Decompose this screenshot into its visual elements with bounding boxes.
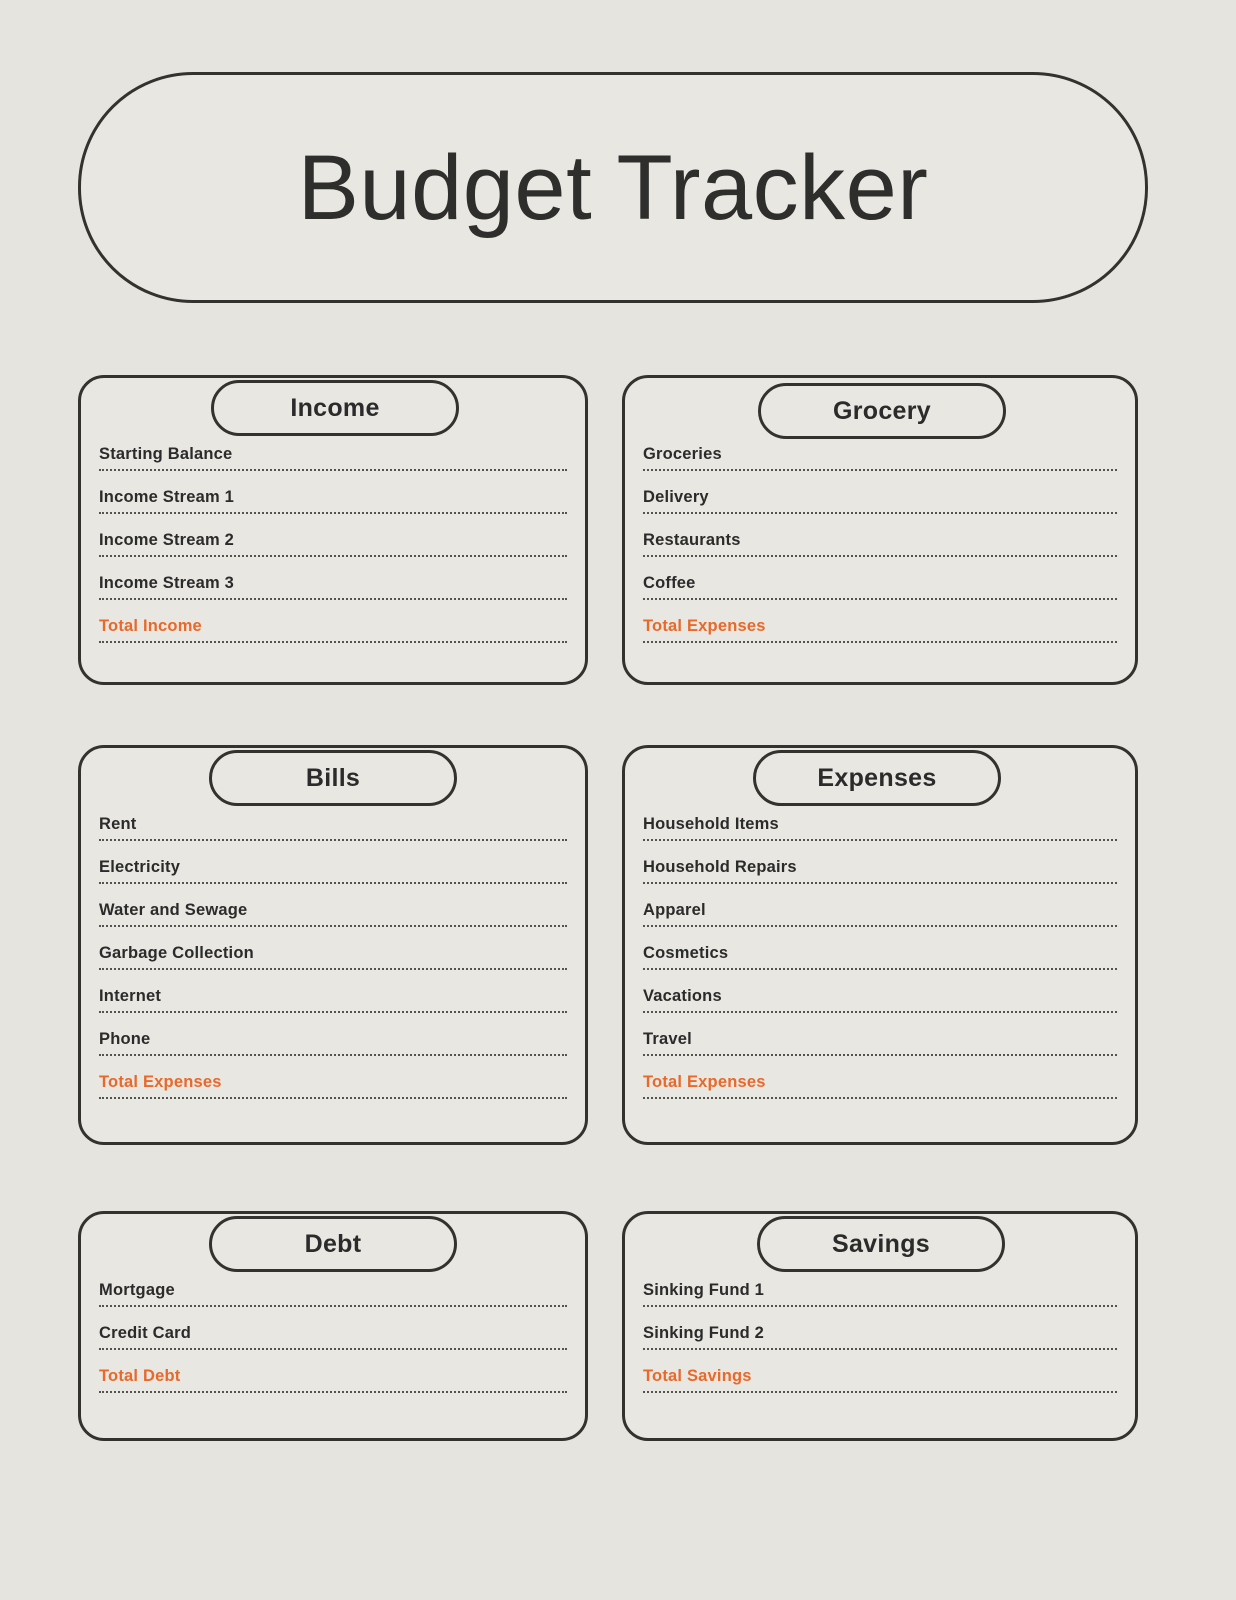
column-spacer bbox=[78, 685, 588, 745]
row-fill-line[interactable] bbox=[99, 1348, 567, 1350]
row-list-bills bbox=[99, 810, 567, 1111]
budget-row[interactable] bbox=[643, 526, 1117, 569]
row-label: Electricity bbox=[99, 858, 181, 876]
row-fill-line[interactable] bbox=[643, 1054, 1117, 1056]
page-title-container bbox=[78, 72, 1148, 303]
row-fill-line[interactable] bbox=[99, 925, 567, 927]
budget-row[interactable] bbox=[643, 853, 1117, 896]
row-fill-line[interactable] bbox=[99, 555, 567, 557]
section-income bbox=[78, 375, 588, 685]
section-header-expenses bbox=[753, 750, 1001, 806]
row-label: Delivery bbox=[643, 488, 709, 506]
row-fill-line[interactable] bbox=[99, 1054, 567, 1056]
budget-row[interactable] bbox=[643, 569, 1117, 612]
budget-row[interactable] bbox=[99, 526, 567, 569]
row-fill-line[interactable] bbox=[99, 839, 567, 841]
row-fill-line[interactable] bbox=[99, 882, 567, 884]
budget-row[interactable] bbox=[643, 896, 1117, 939]
row-label-total: Total Savings bbox=[643, 1367, 752, 1385]
section-grocery bbox=[622, 375, 1138, 685]
section-title-income: Income bbox=[290, 393, 380, 422]
section-debt bbox=[78, 1211, 588, 1441]
row-fill-line[interactable] bbox=[99, 1011, 567, 1013]
row-label-total: Total Expenses bbox=[643, 1073, 766, 1091]
row-label: Income Stream 1 bbox=[99, 488, 235, 506]
row-label: Apparel bbox=[643, 901, 706, 919]
row-label: Groceries bbox=[643, 445, 722, 463]
column-spacer bbox=[622, 1145, 1138, 1211]
row-fill-line[interactable] bbox=[99, 1097, 567, 1099]
row-fill-line[interactable] bbox=[643, 1011, 1117, 1013]
section-header-income bbox=[211, 380, 459, 436]
budget-row[interactable] bbox=[99, 982, 567, 1025]
row-label: Income Stream 3 bbox=[99, 574, 235, 592]
row-label: Phone bbox=[99, 1030, 151, 1048]
row-label: Household Repairs bbox=[643, 858, 797, 876]
budget-row[interactable] bbox=[643, 1276, 1117, 1319]
row-label: Garbage Collection bbox=[99, 944, 254, 962]
budget-row[interactable] bbox=[99, 569, 567, 612]
budget-row[interactable] bbox=[643, 810, 1117, 853]
row-list-debt bbox=[99, 1276, 567, 1405]
budget-row[interactable] bbox=[99, 440, 567, 483]
row-fill-line[interactable] bbox=[643, 598, 1117, 600]
row-label: Coffee bbox=[643, 574, 696, 592]
budget-row-total[interactable] bbox=[643, 1362, 1117, 1405]
row-label: Cosmetics bbox=[643, 944, 729, 962]
left-column bbox=[78, 375, 588, 1441]
budget-row-total[interactable] bbox=[99, 1362, 567, 1405]
row-label-total: Total Debt bbox=[99, 1367, 181, 1385]
row-fill-line[interactable] bbox=[643, 882, 1117, 884]
section-header-savings bbox=[757, 1216, 1005, 1272]
row-fill-line[interactable] bbox=[99, 968, 567, 970]
budget-row[interactable] bbox=[643, 1319, 1117, 1362]
budget-row[interactable] bbox=[99, 853, 567, 896]
row-label: Restaurants bbox=[643, 531, 741, 549]
row-label: Vacations bbox=[643, 987, 722, 1005]
section-title-debt: Debt bbox=[304, 1229, 362, 1258]
row-fill-line[interactable] bbox=[643, 469, 1117, 471]
budget-row[interactable] bbox=[643, 939, 1117, 982]
row-fill-line[interactable] bbox=[643, 1305, 1117, 1307]
row-label: Water and Sewage bbox=[99, 901, 248, 919]
column-spacer bbox=[622, 685, 1138, 745]
section-expenses bbox=[622, 745, 1138, 1145]
budget-row[interactable] bbox=[99, 1276, 567, 1319]
row-fill-line[interactable] bbox=[99, 598, 567, 600]
row-fill-line[interactable] bbox=[643, 1391, 1117, 1393]
row-fill-line[interactable] bbox=[643, 555, 1117, 557]
section-title-bills: Bills bbox=[305, 763, 361, 792]
row-fill-line[interactable] bbox=[99, 469, 567, 471]
budget-row-total[interactable] bbox=[99, 1068, 567, 1111]
row-fill-line[interactable] bbox=[643, 1097, 1117, 1099]
budget-row[interactable] bbox=[99, 810, 567, 853]
budget-row[interactable] bbox=[643, 1025, 1117, 1068]
budget-row[interactable] bbox=[99, 896, 567, 939]
row-label: Sinking Fund 2 bbox=[643, 1324, 765, 1342]
row-label-total: Total Income bbox=[99, 617, 202, 635]
section-header-bills bbox=[209, 750, 457, 806]
row-fill-line[interactable] bbox=[99, 641, 567, 643]
budget-row-total[interactable] bbox=[99, 612, 567, 655]
section-header-grocery bbox=[758, 383, 1006, 439]
row-list-grocery bbox=[643, 440, 1117, 655]
row-fill-line[interactable] bbox=[99, 1391, 567, 1393]
budget-row-total[interactable] bbox=[643, 612, 1117, 655]
section-savings bbox=[622, 1211, 1138, 1441]
budget-row[interactable] bbox=[99, 1025, 567, 1068]
row-label: Sinking Fund 1 bbox=[643, 1281, 765, 1299]
row-label: Rent bbox=[99, 815, 137, 833]
budget-row[interactable] bbox=[643, 440, 1117, 483]
section-bills bbox=[78, 745, 588, 1145]
column-spacer bbox=[78, 1145, 588, 1211]
row-list-income bbox=[99, 440, 567, 655]
section-title-grocery: Grocery bbox=[833, 396, 931, 425]
row-fill-line[interactable] bbox=[643, 512, 1117, 514]
right-column bbox=[622, 375, 1138, 1441]
page-title: Budget Tracker bbox=[297, 136, 929, 239]
row-fill-line[interactable] bbox=[643, 968, 1117, 970]
section-title-expenses: Expenses bbox=[817, 763, 937, 792]
row-label: Credit Card bbox=[99, 1324, 192, 1342]
budget-row[interactable] bbox=[99, 939, 567, 982]
budget-row-total[interactable] bbox=[643, 1068, 1117, 1111]
row-list-savings bbox=[643, 1276, 1117, 1405]
section-title-savings: Savings bbox=[832, 1229, 930, 1258]
row-fill-line[interactable] bbox=[643, 641, 1117, 643]
row-label-total: Total Expenses bbox=[643, 617, 766, 635]
row-label: Household Items bbox=[643, 815, 779, 833]
row-label-total: Total Expenses bbox=[99, 1073, 222, 1091]
budget-row[interactable] bbox=[99, 483, 567, 526]
row-fill-line[interactable] bbox=[643, 925, 1117, 927]
row-fill-line[interactable] bbox=[99, 1305, 567, 1307]
row-label: Income Stream 2 bbox=[99, 531, 235, 549]
row-list-expenses bbox=[643, 810, 1117, 1111]
row-label: Starting Balance bbox=[99, 445, 233, 463]
budget-row[interactable] bbox=[643, 982, 1117, 1025]
row-fill-line[interactable] bbox=[643, 1348, 1117, 1350]
budget-row[interactable] bbox=[99, 1319, 567, 1362]
budget-row[interactable] bbox=[643, 483, 1117, 526]
row-label: Internet bbox=[99, 987, 162, 1005]
row-fill-line[interactable] bbox=[99, 512, 567, 514]
section-header-debt bbox=[209, 1216, 457, 1272]
row-label: Mortgage bbox=[99, 1281, 175, 1299]
row-fill-line[interactable] bbox=[643, 839, 1117, 841]
row-label: Travel bbox=[643, 1030, 692, 1048]
